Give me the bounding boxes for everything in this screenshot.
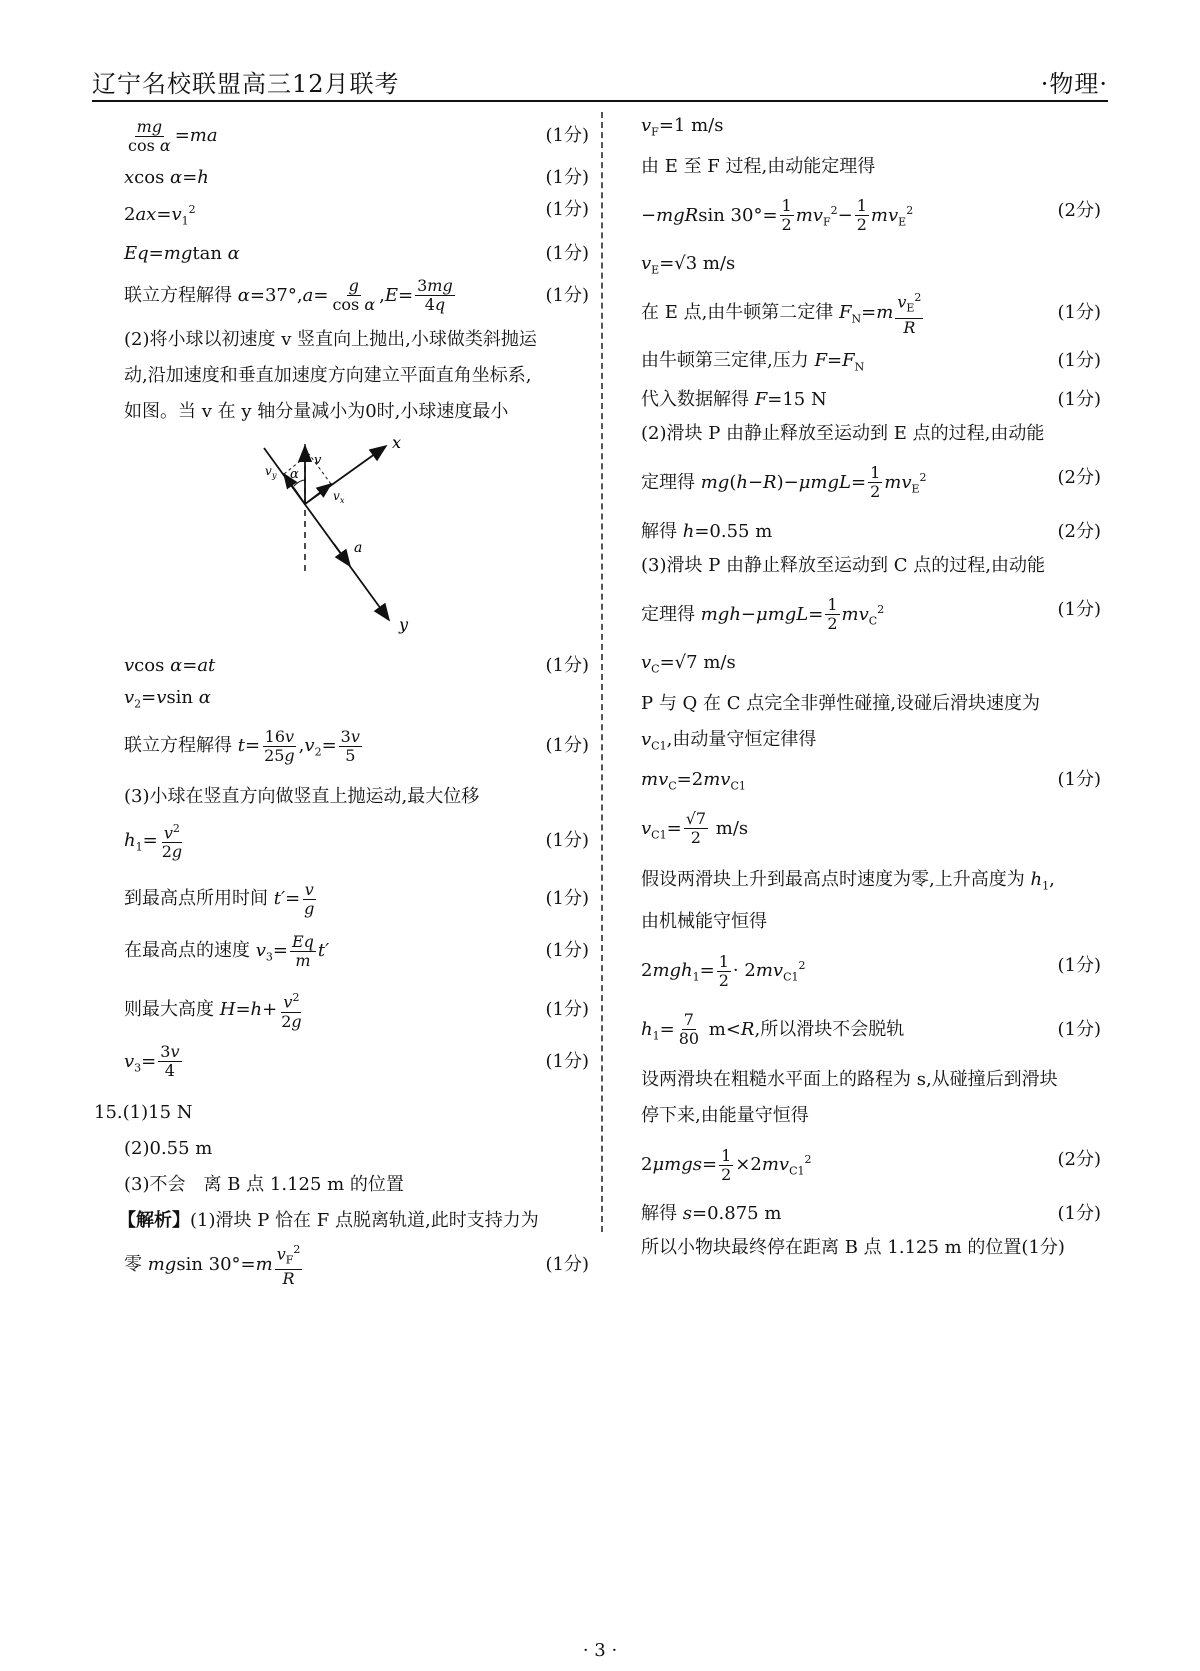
- acceleration-arrow: [334, 544, 350, 566]
- eq-vE: $v_E=√3$ m/s: [641, 253, 736, 277]
- q15-answer-3: (3)不会 离 B 点 1.125 m 的位置: [124, 1173, 404, 1195]
- q15-answer-1: 15.(1)15 N: [94, 1101, 193, 1123]
- eq-mg-cos: $\frac{mg}{\text{cos α}}$ =ma (1分): [124, 110, 589, 162]
- page-number: · 3 ·: [582, 1640, 618, 1661]
- eq-v3: $v_3=$ $\frac{3v}{4}$ (1分): [124, 1036, 589, 1095]
- velocity-diagram: [124, 434, 589, 644]
- column-divider: [601, 112, 603, 1232]
- score: (1分): [545, 284, 589, 306]
- eq-newton2: 在 E 点,由牛顿第二定律 $F_N=m$ $\frac{v_E^2}{R}$ (1分): [641, 287, 1101, 346]
- v-label: v: [314, 452, 322, 468]
- path-line-a: 设两滑块在粗糙水平面上的路程为 s,从碰撞后到滑块: [641, 1069, 1058, 1091]
- vx-label: [333, 489, 345, 505]
- eq-mgsin: 零 mgsin 30°=m $\frac{v_F^2}{R}$ (1分): [124, 1239, 589, 1291]
- theorem-label: 定理得: [641, 471, 695, 493]
- newton3-label: 由牛顿第三定律,压力: [641, 350, 809, 372]
- part2-line-a: (2)将小球以初速度 v 竖直向上抛出,小球做类斜抛运: [124, 328, 537, 350]
- vy-label: [265, 464, 277, 480]
- eq-h1: $h_1=$ $\frac{v^2}{2g}$ (1分): [124, 815, 589, 874]
- eq-vC: $v_C=√7$ m/s: [641, 652, 736, 676]
- final-line: 所以小物块最终停在距离 B 点 1.125 m 的位置(1分): [641, 1236, 1065, 1258]
- eq-H: 则最大高度 H=h+ $\frac{v^2}{2g}$ (1分): [124, 984, 589, 1036]
- assume-line-a: 假设两滑块上升到最高点时速度为零,上升高度为 $h_1$,: [641, 868, 1055, 893]
- t-label: 到最高点所用时间: [124, 888, 268, 910]
- eq-energy-cons: 2μmgs= $\frac{1}{2}$ $\times 2mv_{C1}^2$ (2分): [641, 1134, 1101, 1198]
- assume-text: 假设两滑块上升到最高点时速度为零,上升高度为: [641, 868, 1025, 890]
- solve-label: 解得: [641, 1202, 677, 1224]
- part3-intro: (3)小球在竖直方向做竖直上抛运动,最大位移: [124, 785, 480, 807]
- right-column: [641, 110, 1101, 1266]
- y-label: y: [399, 614, 409, 634]
- E-to-F-line: 由 E 至 F 过程,由动能定理得: [641, 155, 876, 177]
- score: (1分): [545, 125, 589, 146]
- y-axis: [264, 448, 389, 620]
- score: (1分): [545, 654, 589, 676]
- zero-label: 零: [124, 1253, 142, 1275]
- q15-answer-2: (2)0.55 m: [124, 1137, 213, 1159]
- analysis-line: [118, 1203, 589, 1239]
- score: (1分): [545, 829, 589, 851]
- part2-line-a: (2)滑块 P 由静止释放至运动到 E 点的过程,由动能: [641, 422, 1045, 444]
- solve-label: 联立方程解得: [124, 284, 232, 306]
- svg-text:v: v: [333, 488, 340, 503]
- eq-energy-EF: −mgRsin 30°= $\frac{1}{2}$ $mv_F^2-$ $\frac{1}{2}$ $mv_E^2$ (2分): [641, 185, 1101, 249]
- coordinate-diagram-svg: [124, 434, 589, 644]
- eq-solve-alpha: 联立方程解得 α=37°,a= $\frac{g}{\text{cos α}}$ ,E= $\frac{3mg}{4q}$ (1分): [124, 270, 589, 322]
- eq-energy-PE: 定理得 mg(h−R)−μmgL= $\frac{1}{2}$ $mv_E^2$ (2分): [641, 452, 1101, 516]
- eq-solve-t: 联立方程解得 t= $\frac{16v}{25g}$ $,v_2=$ $\frac{3v}{5}$ (1分): [124, 720, 589, 779]
- score: (1分): [1057, 388, 1101, 410]
- eq-h: 解得 h=0.55 m (2分): [641, 516, 1101, 548]
- eq-2ax: $2ax=v_1^2$ (1分): [124, 194, 589, 238]
- score: (2分): [1057, 199, 1101, 221]
- eq-mech-energy: 2mgh$_1$= $\frac{1}{2}$ · $2mv_{C1}^2$ (1分): [641, 940, 1101, 1004]
- svg-text:x: x: [340, 495, 345, 505]
- eq-s: 解得 s=0.875 m (1分): [641, 1198, 1101, 1230]
- theorem-label: 定理得: [641, 603, 695, 625]
- eq-vcos: vcos α=at (1分): [124, 650, 589, 682]
- substitute-label: 代入数据解得: [641, 388, 749, 410]
- collide-text: ,由动量守恒定律得: [666, 728, 817, 750]
- alpha-label: α: [290, 466, 299, 482]
- collide-line-b: $v_{C1}$,由动量守恒定律得: [641, 728, 817, 753]
- score: (2分): [1057, 520, 1101, 542]
- score: (1分): [545, 888, 589, 910]
- eq-vF: $v_F=1$ m/s: [641, 115, 724, 139]
- v3-label: 在最高点的速度: [124, 940, 250, 962]
- part2-line-b: 动,沿加速度和垂直加速度方向建立平面直角坐标系,: [124, 364, 532, 386]
- no-derail-text: ,所以滑块不会脱轨: [754, 1018, 905, 1040]
- vx-vector: [305, 484, 331, 504]
- score: (1分): [1057, 769, 1101, 791]
- eq-energy-PC: 定理得 mgh−μmgL= $\frac{1}{2}$ $mv_C^2$ (1分): [641, 584, 1101, 648]
- subject-label: ·物理·: [1040, 70, 1108, 98]
- left-column: [94, 110, 589, 1291]
- svg-text:y: y: [272, 470, 277, 480]
- a-label: a: [354, 539, 363, 556]
- eq-vC1: $v_{C1}=$ $\frac{√7}{2}$ m/s: [641, 809, 749, 848]
- score: (1分): [1057, 350, 1101, 372]
- score: (1分): [545, 242, 589, 264]
- score: (1分): [545, 1050, 589, 1072]
- collide-line-a: P 与 Q 在 C 点完全非弹性碰撞,设碰后滑块速度为: [641, 692, 1040, 714]
- eq-tprime: 到最高点所用时间 t′= $\frac{v}{g}$ (1分): [124, 873, 589, 925]
- exam-title: 辽宁名校联盟高三12月联考: [92, 70, 400, 98]
- score: (2分): [1057, 466, 1101, 488]
- eq-h1: $h_1=$ $\frac{7}{80}$ m<R,所以滑块不会脱轨 (1分): [641, 1004, 1101, 1063]
- solve-label: 解得: [641, 520, 677, 542]
- page-header: [92, 62, 1108, 102]
- H-label: 则最大高度: [124, 998, 214, 1020]
- solve-label: 联立方程解得: [124, 735, 232, 757]
- eq-v3-top: 在最高点的速度 $v_3=$ $\frac{Eq}{m}$ t′ (1分): [124, 925, 589, 984]
- score: (1分): [1057, 955, 1101, 977]
- score: (1分): [545, 1253, 589, 1275]
- analysis-tag: 【解析】: [118, 1209, 190, 1231]
- score: (1分): [545, 199, 589, 220]
- eq-F: 代入数据解得 F=15 N (1分): [641, 384, 1101, 416]
- score: (1分): [1057, 598, 1101, 620]
- analysis-text: (1)滑块 P 恰在 F 点脱离轨道,此时支持力为: [190, 1209, 539, 1231]
- part2-line-c: 如图。当 v 在 y 轴分量减小为0时,小球速度最小: [124, 400, 509, 422]
- eq-v2: $v_2=vsin$ α: [124, 686, 211, 711]
- part3-line-a: (3)滑块 P 由静止释放至运动到 C 点的过程,由动能: [641, 554, 1045, 576]
- eq-eq: Eq=mgtan α (1分): [124, 238, 589, 270]
- score: (1分): [545, 167, 589, 188]
- path-line-b: 停下来,由能量守恒得: [641, 1105, 809, 1127]
- eq-newton3: 由牛顿第三定律,压力 $F=F_N$ (1分): [641, 345, 1101, 384]
- score: (1分): [545, 998, 589, 1020]
- svg-text:v: v: [265, 463, 272, 478]
- score: (1分): [1057, 1202, 1101, 1224]
- score: (2分): [1057, 1149, 1101, 1171]
- assume-line-b: 由机械能守恒得: [641, 911, 767, 933]
- score: (1分): [545, 940, 589, 962]
- eq-xcos: xcos α=h (1分): [124, 162, 589, 194]
- score: (1分): [1057, 301, 1101, 323]
- newton2-label: 在 E 点,由牛顿第二定律: [641, 301, 834, 323]
- score: (1分): [1057, 1018, 1101, 1040]
- eq-momentum: $mv_C=2mv_{C1}$ (1分): [641, 764, 1101, 803]
- score: (1分): [545, 735, 589, 757]
- x-label: x: [392, 433, 402, 452]
